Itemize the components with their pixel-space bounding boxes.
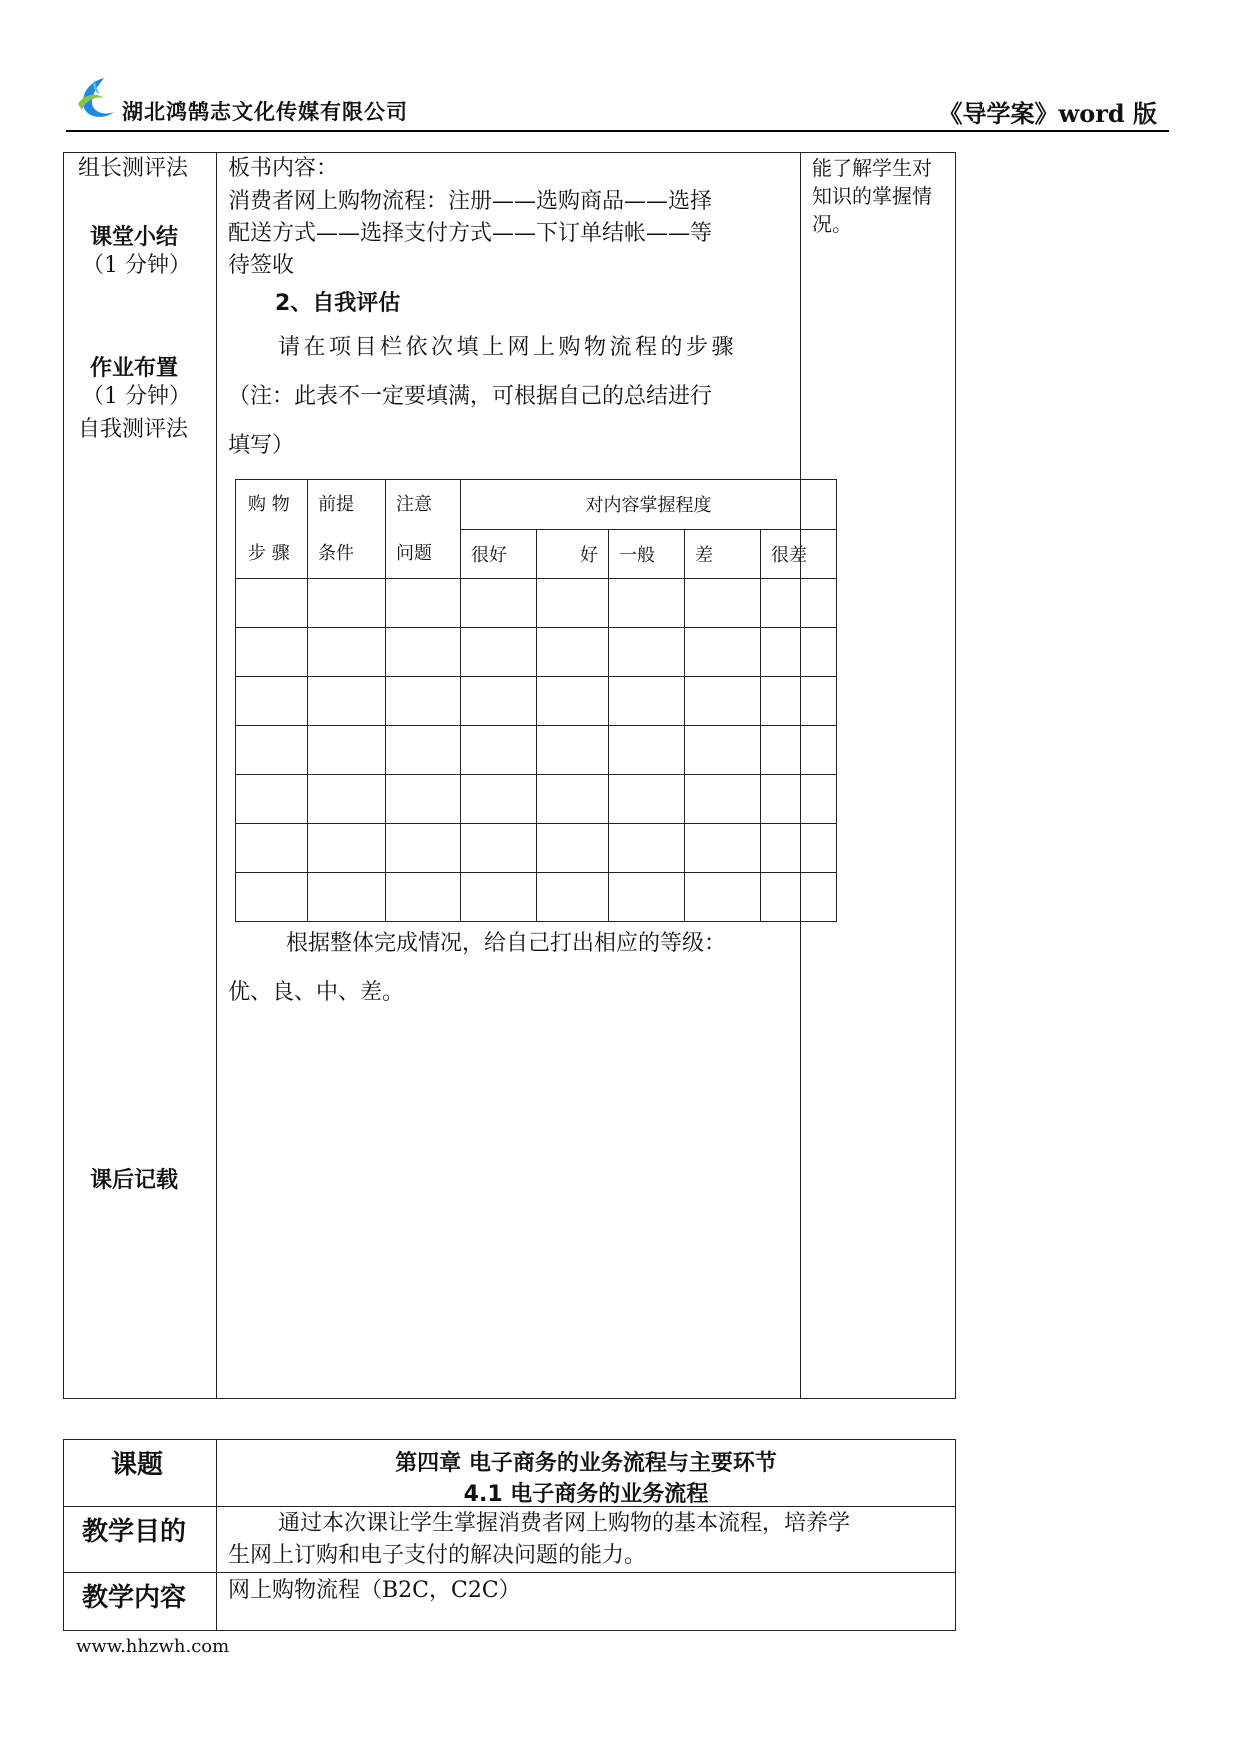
grid-row xyxy=(236,873,837,922)
content-label: 教学内容 xyxy=(82,1583,187,1613)
level-poor: 差 xyxy=(685,529,761,579)
grade-instruction-1: 根据整体完成情况，给自己打出相应的等级： xyxy=(286,931,727,956)
level-good: 好 xyxy=(537,529,609,579)
self-eval-title: 2、自我评估 xyxy=(275,291,401,316)
after-class-notes-label: 课后记载 xyxy=(90,1168,179,1193)
footer-url[interactable]: www.hhzwh.com xyxy=(76,1636,230,1657)
class-summary-time: （1 分钟） xyxy=(82,253,191,278)
goal-text-1: 通过本次课让学生掌握消费者网上购物的基本流程，培养学 xyxy=(278,1511,851,1536)
grid-row xyxy=(236,775,837,824)
grid-row xyxy=(236,726,837,775)
header-mastery: 对内容掌握程度 xyxy=(461,480,837,530)
class-summary-label: 课堂小结 xyxy=(90,225,179,250)
level-very-poor: 很差 xyxy=(761,529,837,579)
board-flow-line1: 消费者网上购物流程：注册——选购商品——选择 xyxy=(228,189,713,214)
self-eval-instruction-2: （注：此表不一定要填满，可根据自己的总结进行 xyxy=(228,384,713,409)
self-assessment-grid xyxy=(235,479,837,922)
company-name: 湖北鸿鹄志文化传媒有限公司 xyxy=(122,100,408,124)
topic-chapter: 第四章 电子商务的业务流程与主要环节 xyxy=(395,1451,777,1476)
board-content-label: 板书内容： xyxy=(228,156,339,181)
goal-text-2: 生网上订购和电子支付的解决问题的能力。 xyxy=(228,1543,647,1568)
homework-time: （1 分钟） xyxy=(82,384,191,409)
homework-label: 作业布置 xyxy=(90,356,179,381)
grid-row xyxy=(236,579,837,628)
level-very-good: 很好 xyxy=(461,529,537,579)
header-rule xyxy=(66,130,1169,132)
header-notes: 注意 问题 xyxy=(386,480,461,579)
course-row-divider-2 xyxy=(63,1572,956,1573)
note-line-2: 知识的掌握情 xyxy=(812,184,932,208)
header-shopping-step: 购 物 步 骤 xyxy=(236,480,308,579)
method-group-eval: 组长测评法 xyxy=(78,156,189,181)
col-divider-1 xyxy=(216,152,217,1399)
method-self-eval: 自我测评法 xyxy=(78,417,189,442)
self-eval-instruction-3: 填写） xyxy=(228,433,295,458)
grid-row xyxy=(236,628,837,677)
grid-row xyxy=(236,677,837,726)
swirl-logo-icon xyxy=(74,74,122,122)
self-eval-instruction-1: 请在项目栏依次填上网上购物流程的步骤 xyxy=(278,335,738,360)
content-text: 网上购物流程（B2C，C2C） xyxy=(228,1578,521,1603)
board-flow-line2: 配送方式——选择支付方式——下订单结帐——等 xyxy=(228,221,713,246)
board-flow-line3: 待签收 xyxy=(228,253,295,278)
doc-tag: 《导学案》word 版 xyxy=(938,99,1157,128)
grid-row xyxy=(236,824,837,873)
level-average: 一般 xyxy=(609,529,685,579)
topic-section: 4.1 电子商务的业务流程 xyxy=(463,1482,709,1507)
topic-label: 课题 xyxy=(111,1450,164,1480)
goal-label: 教学目的 xyxy=(82,1517,187,1547)
header-precondition: 前提 条件 xyxy=(308,480,386,579)
note-line-1: 能了解学生对 xyxy=(812,156,932,180)
note-line-3: 况。 xyxy=(812,212,852,236)
grade-instruction-2: 优、良、中、差。 xyxy=(228,980,405,1005)
